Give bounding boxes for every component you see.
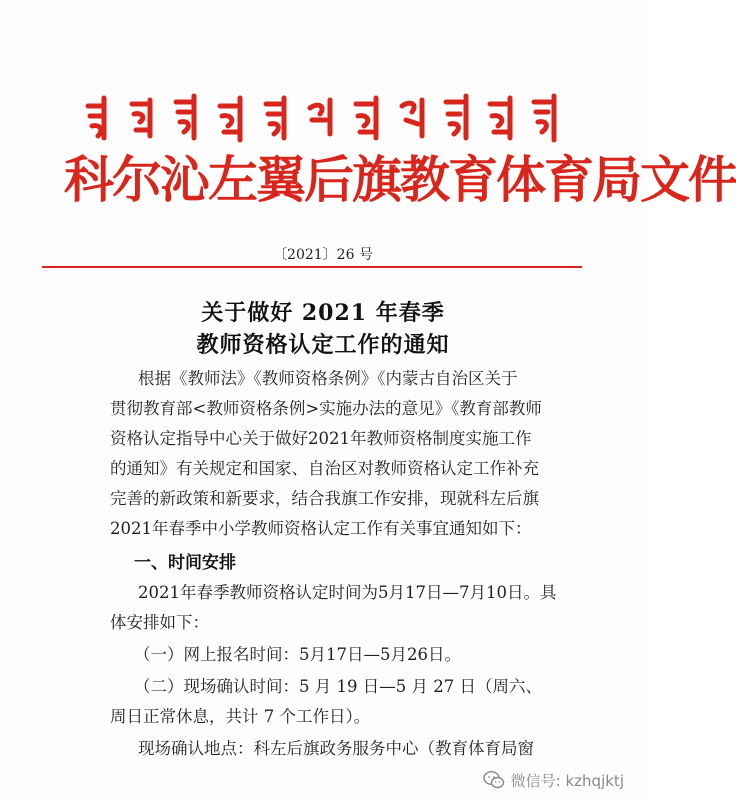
mongolian-script-header: [80, 86, 580, 146]
notice-title-line-2: 教师资格认定工作的通知: [196, 332, 450, 358]
red-divider-rule: [42, 266, 582, 268]
wechat-id-text: 微信号: kzhqjktj: [510, 771, 624, 790]
notice-title-line-1: 关于做好 2021 年春季: [201, 300, 445, 326]
issuer-title: 科尔沁左翼后旗教育体育局文件: [64, 150, 736, 209]
body-paragraph-1-line-2: 贯彻教育部<教师资格条例>实施办法的意见》《教育部教师: [110, 399, 542, 418]
wechat-icon: [483, 770, 505, 790]
body-paragraph-2-line-1: 2021年春季教师资格认定时间为5月17日—7月10日。具: [138, 583, 557, 602]
body-paragraph-1-line-6: 2021年春季中小学教师资格认定工作有关事宜通知如下：: [110, 519, 532, 538]
schedule-item-online-registration: （一）网上报名时间：5月17日—5月26日。: [134, 645, 461, 664]
body-paragraph-1-line-1: 根据《教师法》《教师资格条例》《内蒙古自治区关于: [138, 369, 518, 388]
body-paragraph-1-line-5: 完善的新政策和新要求，结合我旗工作安排，现就科左后旗: [110, 489, 539, 508]
onsite-location-line: 现场确认地点：科左后旗政务服务中心（教育体育局窗: [138, 739, 534, 758]
mongolian-script-image: [80, 86, 580, 146]
document-number: 〔2021〕26 号: [273, 247, 373, 263]
schedule-item-onsite-confirmation-line-2: 周日正常休息，共计 7 个工作日）。: [110, 707, 371, 726]
body-paragraph-1-line-4: 的通知》有关规定和国家、自治区对教师资格认定工作补充: [110, 459, 539, 478]
body-paragraph-1-line-3: 资格认定指导中心关于做好2021年教师资格制度实施工作: [110, 429, 532, 448]
body-paragraph-2-line-2: 体安排如下：: [110, 613, 209, 632]
schedule-item-onsite-confirmation-line-1: （二）现场确认时间：5 月 19 日—5 月 27 日（周六、: [134, 677, 542, 696]
section-heading-schedule: 一、时间安排: [134, 553, 236, 573]
wechat-watermark: [483, 768, 624, 792]
